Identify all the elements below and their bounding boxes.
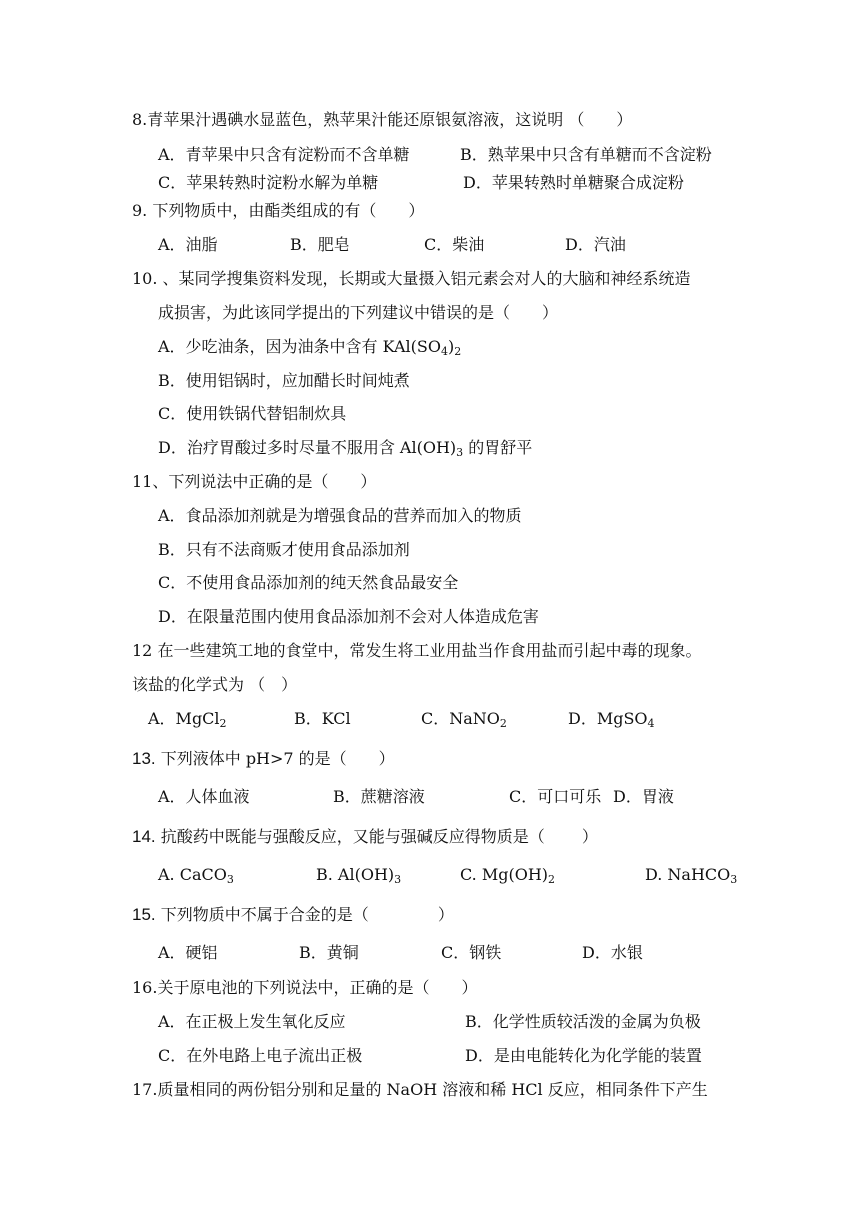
question-15-option-d: D．水银 [582, 943, 643, 962]
question-13-option-a: A．人体血液 [158, 787, 250, 806]
question-15-option-c: C．钢铁 [441, 943, 502, 962]
question-10-option-b: B．使用铝锅时，应加醋长时间炖煮 [158, 371, 410, 390]
question-10-stem-line1: 10. 、某同学搜集资料发现，长期或大量摄入铝元素会对人的大脑和神经系统造 [132, 269, 691, 288]
question-16-option-d: D．是由电能转化为化学能的装置 [465, 1046, 702, 1065]
question-12-option-a: A．MgCl$_2$ [148, 709, 227, 730]
question-15-option-a: A．硬铝 [158, 943, 218, 962]
question-12-option-d: D．MgSO$_4$ [568, 709, 655, 730]
question-10-option-a: A．少吃油条，因为油条中含有 $KAl(SO_4)_2$ [158, 337, 462, 358]
question-12-option-b: B．KCl [294, 709, 351, 728]
question-12-stem-line1: 12 在一些建筑工地的食堂中，常发生将工业用盐当作食用盐而引起中毒的现象。 [132, 641, 702, 660]
question-9-option-c: C．柴油 [424, 235, 485, 254]
question-12-stem-line2: 该盐的化学式为 （ ） [132, 675, 298, 694]
question-13-stem: 13. 下列液体中 pH>7 的是（ ） [132, 749, 395, 768]
question-8-option-a: A．青苹果中只含有淀粉而不含单糖 [158, 145, 410, 164]
question-11-option-c: C．不使用食品添加剂的纯天然食品最安全 [158, 573, 459, 592]
question-14-option-a: A. CaCO$_3$ [158, 865, 234, 886]
question-9-option-b: B．肥皂 [290, 235, 350, 254]
question-9-option-a: A．油脂 [158, 235, 218, 254]
question-8-stem: 8.青苹果汁遇碘水显蓝色，熟苹果汁能还原银氨溶液，这说明 （ ） [132, 110, 633, 129]
question-16-option-c: C．在外电路上电子流出正极 [158, 1046, 363, 1065]
question-16-option-a: A．在正极上发生氧化反应 [158, 1012, 346, 1031]
question-13-option-d: D．胃液 [613, 787, 674, 806]
question-14-option-c: C. $Mg(OH)_2$ [460, 865, 556, 886]
question-14-option-d: D. NaHCO$_3$ [645, 865, 738, 886]
question-11-option-b: B．只有不法商贩才使用食品添加剂 [158, 540, 410, 559]
question-17-stem: 17.质量相同的两份铝分别和足量的 NaOH 溶液和稀 HCl 反应，相同条件下产生 [132, 1080, 708, 1099]
question-8-option-b: B．熟苹果中只含有单糖而不含淀粉 [460, 145, 712, 164]
question-15-option-b: B．黄铜 [299, 943, 359, 962]
question-8-option-c: C．苹果转熟时淀粉水解为单糖 [158, 173, 379, 192]
question-14-stem: 14. 抗酸药中既能与强酸反应，又能与强碱反应得物质是（ ） [132, 827, 598, 846]
question-11-option-d: D．在限量范围内使用食品添加剂不会对人体造成危害 [158, 607, 539, 626]
question-12-option-c: C．NaNO$_2$ [421, 709, 507, 730]
question-10-option-d: D．治疗胃酸过多时尽量不服用含 $Al(OH)_3$ 的胃舒平 [158, 438, 533, 459]
question-10-option-c: C．使用铁锅代替铝制炊具 [158, 404, 347, 423]
question-11-stem: 11、下列说法中正确的是（ ） [132, 472, 377, 491]
question-10-stem-line2: 成损害，为此该同学提出的下列建议中错误的是（ ） [158, 303, 559, 322]
question-14-option-b: B. $Al(OH)_3$ [316, 865, 402, 886]
question-13-option-c: C．可口可乐 [509, 787, 602, 806]
question-11-option-a: A．食品添加剂就是为增强食品的营养而加入的物质 [158, 506, 522, 525]
question-16-stem: 16.关于原电池的下列说法中，正确的是（ ） [132, 978, 478, 997]
question-9-stem: 9. 下列物质中，由酯类组成的有（ ） [132, 201, 425, 220]
question-8-option-d: D．苹果转熟时单糖聚合成淀粉 [463, 173, 684, 192]
question-16-option-b: B．化学性质较活泼的金属为负极 [465, 1012, 701, 1031]
question-9-option-d: D．汽油 [565, 235, 626, 254]
question-13-option-b: B．蔗糖溶液 [333, 787, 425, 806]
question-15-stem: 15. 下列物质中不属于合金的是（ ） [132, 905, 454, 924]
